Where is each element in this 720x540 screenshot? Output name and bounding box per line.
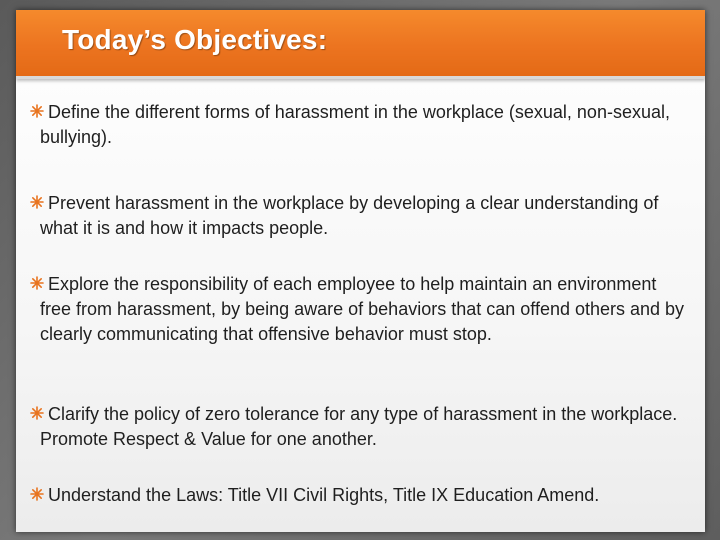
list-item-text: Understand the Laws: Title VII Civil Rights, Title IX Education Amend.	[48, 485, 600, 505]
list-item	[30, 402, 690, 452]
list-item	[30, 191, 690, 241]
list-item	[30, 100, 690, 150]
asterisk-star-icon	[30, 406, 44, 420]
slide-title: Today’s Objectives:	[62, 24, 328, 55]
list-item	[30, 272, 690, 347]
asterisk-star-icon	[30, 487, 44, 501]
list-item	[30, 483, 690, 508]
asterisk-star-icon	[30, 104, 44, 118]
asterisk-star-icon	[30, 276, 44, 290]
asterisk-star-icon	[30, 195, 44, 209]
title-bar	[16, 10, 705, 79]
slide-background	[16, 10, 705, 532]
list-item-text: Clarify the policy of zero tolerance for any type of harassment in the workplace. Promote Respect & Value for one another.	[40, 404, 678, 449]
slide	[16, 10, 705, 532]
list-item-text: Explore the responsibility of each employee to help maintain an environment free from harassment, by being aware of behaviors that can offend others and by clearly communicating that offensive behavior must stop.	[40, 274, 685, 344]
list-item-text: Prevent harassment in the workplace by developing a clear understanding of what it is and how it impacts people.	[40, 193, 659, 238]
list-item-text: Define the different forms of harassment in the workplace (sexual, non-sexual, bullying).	[40, 102, 670, 147]
